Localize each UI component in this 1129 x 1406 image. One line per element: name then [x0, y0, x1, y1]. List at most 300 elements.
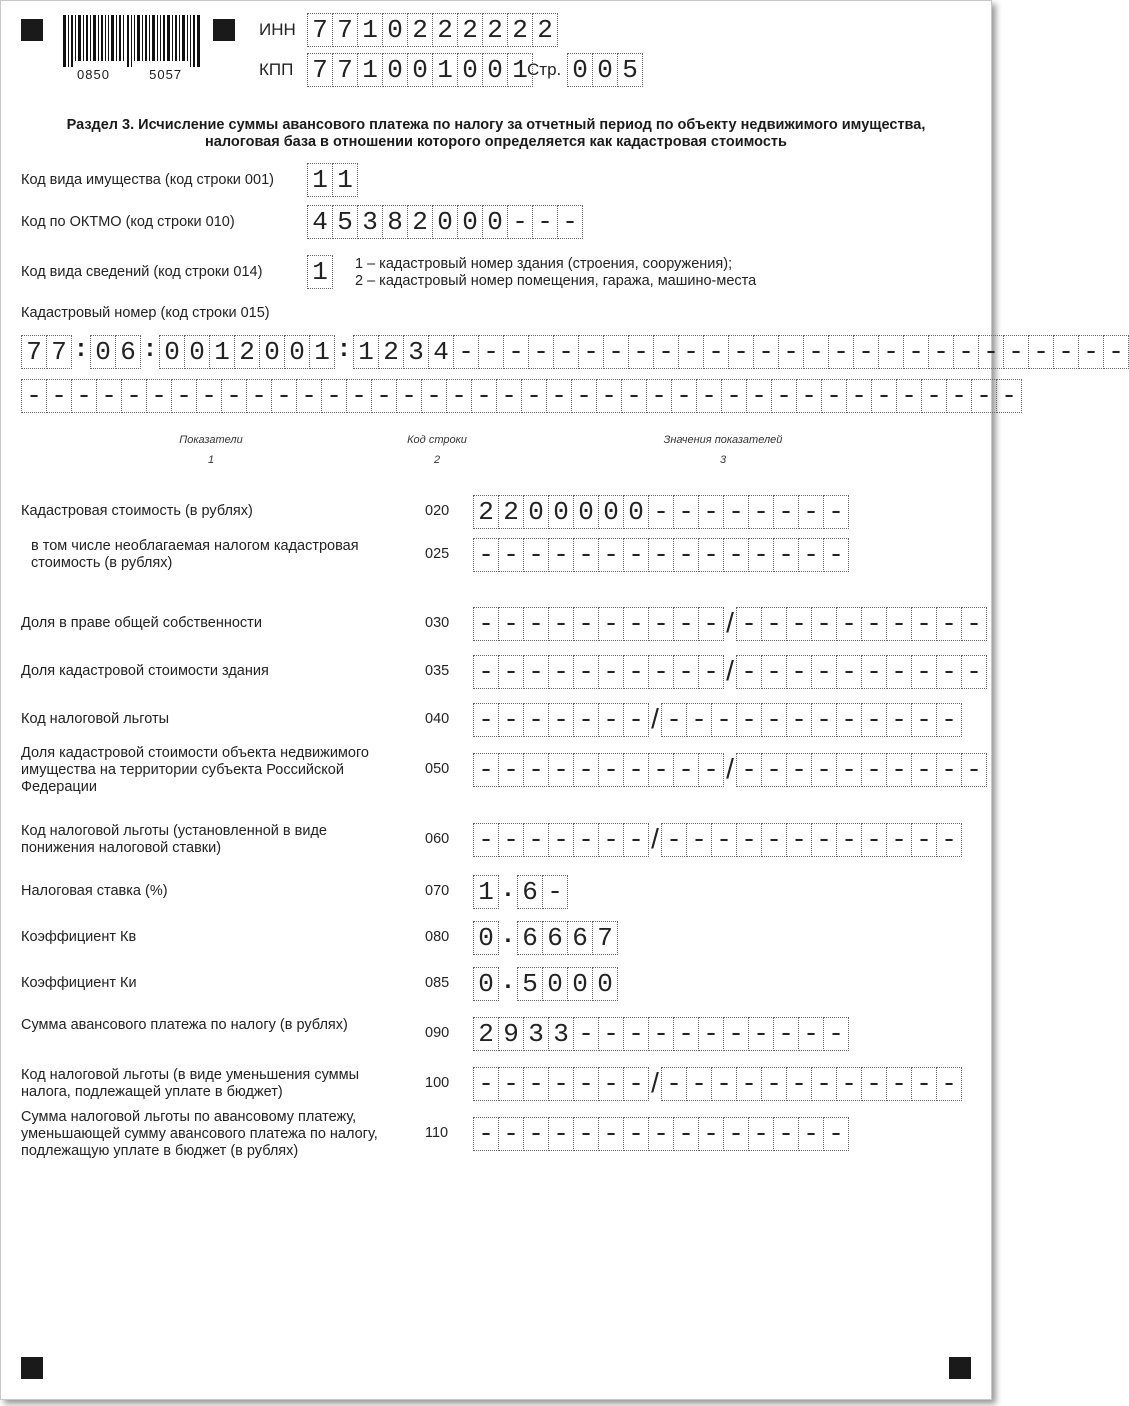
cadastral-number-cell[interactable]: 2: [235, 335, 260, 369]
kpp-field-cell[interactable]: 0: [458, 53, 483, 87]
row-040-cell[interactable]: -: [574, 703, 599, 737]
inn-field-cell[interactable]: 0: [383, 13, 408, 47]
row-060-cell[interactable]: -: [574, 823, 599, 857]
row-025-cell[interactable]: -: [724, 538, 749, 572]
oktmo-field-cell[interactable]: 0: [433, 205, 458, 239]
row-090-cell[interactable]: 2: [473, 1017, 499, 1051]
row-090-cell[interactable]: 9: [499, 1017, 524, 1051]
row-050-cell[interactable]: -: [862, 753, 887, 787]
row-060-cell[interactable]: -: [712, 823, 737, 857]
row-060-cell[interactable]: -: [937, 823, 962, 857]
cadastral-number-row-1[interactable]: [21, 335, 1129, 369]
row-050-cell[interactable]: -: [736, 753, 762, 787]
row-035-cell[interactable]: -: [736, 655, 762, 689]
row-070-cell[interactable]: 6: [517, 875, 543, 909]
row-040-cell[interactable]: -: [624, 703, 649, 737]
cadastral-number-row-2-cell[interactable]: -: [297, 379, 322, 413]
inn-field-cell[interactable]: 7: [333, 13, 358, 47]
row-100-cell[interactable]: -: [574, 1067, 599, 1101]
row-035-cell[interactable]: -: [962, 655, 987, 689]
row-110-cell[interactable]: -: [649, 1117, 674, 1151]
row-085-cell[interactable]: 5: [517, 967, 543, 1001]
cadastral-number-cell[interactable]: -: [1004, 335, 1029, 369]
cadastral-number-row-2-cell[interactable]: -: [522, 379, 547, 413]
cadastral-number-cell[interactable]: -: [1029, 335, 1054, 369]
row-050-cell[interactable]: -: [837, 753, 862, 787]
cadastral-number-row-2-cell[interactable]: -: [272, 379, 297, 413]
row-060-cell[interactable]: -: [499, 823, 524, 857]
cadastral-number-cell[interactable]: 0: [90, 335, 116, 369]
row-value-070[interactable]: [473, 875, 568, 909]
row-090-cell[interactable]: -: [724, 1017, 749, 1051]
row-035-cell[interactable]: -: [549, 655, 574, 689]
row-110-cell[interactable]: -: [499, 1117, 524, 1151]
row-100-cell[interactable]: -: [599, 1067, 624, 1101]
row-060-cell[interactable]: -: [737, 823, 762, 857]
cadastral-number-cell[interactable]: 0: [285, 335, 310, 369]
row-110-cell[interactable]: -: [699, 1117, 724, 1151]
row-020-cell[interactable]: -: [649, 495, 674, 529]
cadastral-number-row-2-cell[interactable]: -: [72, 379, 97, 413]
inn-field-cell[interactable]: 1: [358, 13, 383, 47]
row-040-cell[interactable]: -: [912, 703, 937, 737]
row-value-020[interactable]: [473, 495, 849, 529]
row-035-cell[interactable]: -: [473, 655, 499, 689]
row-035-cell[interactable]: -: [887, 655, 912, 689]
row-035-cell[interactable]: -: [937, 655, 962, 689]
row-value-040[interactable]: [473, 703, 962, 737]
kpp-field-cell[interactable]: 1: [508, 53, 533, 87]
row-030-cell[interactable]: -: [787, 607, 812, 641]
row-020-cell[interactable]: 2: [473, 495, 499, 529]
row-110-cell[interactable]: -: [624, 1117, 649, 1151]
cadastral-number-row-2-cell[interactable]: -: [747, 379, 772, 413]
row-090-cell[interactable]: -: [649, 1017, 674, 1051]
row-050-cell[interactable]: -: [599, 753, 624, 787]
row-040-cell[interactable]: -: [937, 703, 962, 737]
row-030-cell[interactable]: -: [549, 607, 574, 641]
cadastral-number-cell[interactable]: -: [579, 335, 604, 369]
row-110-cell[interactable]: -: [574, 1117, 599, 1151]
row-value-060[interactable]: [473, 823, 962, 857]
row-030-cell[interactable]: -: [887, 607, 912, 641]
kpp-field-cell[interactable]: 0: [408, 53, 433, 87]
row-060-cell[interactable]: -: [624, 823, 649, 857]
cadastral-number-cell[interactable]: -: [979, 335, 1004, 369]
row-030-cell[interactable]: -: [624, 607, 649, 641]
row-110-cell[interactable]: -: [599, 1117, 624, 1151]
row-025-cell[interactable]: -: [674, 538, 699, 572]
row-035-cell[interactable]: -: [674, 655, 699, 689]
cadastral-number-cell[interactable]: -: [954, 335, 979, 369]
cadastral-number-row-2-cell[interactable]: -: [372, 379, 397, 413]
row-035-cell[interactable]: -: [574, 655, 599, 689]
row-110-cell[interactable]: -: [749, 1117, 774, 1151]
cadastral-number-cell[interactable]: 7: [21, 335, 47, 369]
cadastral-number-cell[interactable]: -: [904, 335, 929, 369]
row-100-cell[interactable]: -: [549, 1067, 574, 1101]
cadastral-number-row-2-cell[interactable]: -: [197, 379, 222, 413]
row-060-cell[interactable]: -: [549, 823, 574, 857]
row-100-cell[interactable]: -: [762, 1067, 787, 1101]
row-080-cell[interactable]: 0: [473, 921, 499, 955]
row-090-cell[interactable]: -: [599, 1017, 624, 1051]
row-020-cell[interactable]: -: [824, 495, 849, 529]
cadastral-number-cell[interactable]: -: [879, 335, 904, 369]
cadastral-number-row-2[interactable]: [21, 379, 1022, 413]
row-035-cell[interactable]: -: [912, 655, 937, 689]
row-value-050[interactable]: [473, 753, 987, 787]
row-110-cell[interactable]: -: [674, 1117, 699, 1151]
cadastral-number-row-2-cell[interactable]: -: [597, 379, 622, 413]
oktmo-field-cell[interactable]: 5: [333, 205, 358, 239]
row-050-cell[interactable]: -: [787, 753, 812, 787]
row-035-cell[interactable]: -: [699, 655, 724, 689]
oktmo-field-cell[interactable]: 0: [458, 205, 483, 239]
row-035-cell[interactable]: -: [837, 655, 862, 689]
row-040-cell[interactable]: -: [837, 703, 862, 737]
cadastral-number-cell[interactable]: -: [479, 335, 504, 369]
row-110-cell[interactable]: -: [799, 1117, 824, 1151]
oktmo-field[interactable]: [307, 205, 583, 239]
kpp-field[interactable]: [307, 53, 533, 87]
cadastral-number-row-2-cell[interactable]: -: [947, 379, 972, 413]
row-050-cell[interactable]: -: [549, 753, 574, 787]
row-value-110[interactable]: [473, 1117, 849, 1151]
cadastral-number-cell[interactable]: -: [704, 335, 729, 369]
row-060-cell[interactable]: -: [661, 823, 687, 857]
inn-field-cell[interactable]: 2: [458, 13, 483, 47]
row-020-cell[interactable]: 2: [499, 495, 524, 529]
row-025-cell[interactable]: -: [699, 538, 724, 572]
info-type-field[interactable]: [307, 255, 333, 289]
row-050-cell[interactable]: -: [887, 753, 912, 787]
cadastral-number-cell[interactable]: -: [629, 335, 654, 369]
row-085-cell[interactable]: 0: [543, 967, 568, 1001]
row-020-cell[interactable]: -: [724, 495, 749, 529]
row-035-cell[interactable]: -: [812, 655, 837, 689]
row-020-cell[interactable]: 0: [624, 495, 649, 529]
oktmo-field-cell[interactable]: -: [533, 205, 558, 239]
row-090-cell[interactable]: 3: [549, 1017, 574, 1051]
cadastral-number-cell[interactable]: 0: [185, 335, 210, 369]
cadastral-number-row-2-cell[interactable]: -: [172, 379, 197, 413]
row-040-cell[interactable]: -: [887, 703, 912, 737]
cadastral-number-row-2-cell[interactable]: -: [397, 379, 422, 413]
oktmo-field-cell[interactable]: 3: [358, 205, 383, 239]
row-100-cell[interactable]: -: [812, 1067, 837, 1101]
row-025-cell[interactable]: -: [649, 538, 674, 572]
row-025-cell[interactable]: -: [499, 538, 524, 572]
row-050-cell[interactable]: -: [937, 753, 962, 787]
cadastral-number-row-2-cell[interactable]: -: [322, 379, 347, 413]
row-025-cell[interactable]: -: [749, 538, 774, 572]
cadastral-number-row-2-cell[interactable]: -: [697, 379, 722, 413]
row-020-cell[interactable]: 0: [549, 495, 574, 529]
row-025-cell[interactable]: -: [574, 538, 599, 572]
kpp-field-cell[interactable]: 7: [333, 53, 358, 87]
cadastral-number-row-2-cell[interactable]: -: [497, 379, 522, 413]
cadastral-number-cell[interactable]: 1: [210, 335, 235, 369]
row-100-cell[interactable]: -: [837, 1067, 862, 1101]
row-050-cell[interactable]: -: [912, 753, 937, 787]
row-100-cell[interactable]: -: [887, 1067, 912, 1101]
row-110-cell[interactable]: -: [774, 1117, 799, 1151]
cadastral-number-row-2-cell[interactable]: -: [822, 379, 847, 413]
cadastral-number-row-2-cell[interactable]: -: [222, 379, 247, 413]
row-060-cell[interactable]: -: [599, 823, 624, 857]
inn-field-cell[interactable]: 2: [483, 13, 508, 47]
row-value-035[interactable]: [473, 655, 987, 689]
oktmo-field-cell[interactable]: 2: [408, 205, 433, 239]
cadastral-number-cell[interactable]: 1: [310, 335, 335, 369]
inn-field-cell[interactable]: 7: [307, 13, 333, 47]
cadastral-number-cell[interactable]: 3: [404, 335, 429, 369]
row-070-cell[interactable]: -: [543, 875, 568, 909]
row-020-cell[interactable]: -: [674, 495, 699, 529]
cadastral-number-cell[interactable]: -: [1079, 335, 1104, 369]
cadastral-number-cell[interactable]: -: [929, 335, 954, 369]
row-100-cell[interactable]: -: [524, 1067, 549, 1101]
row-050-cell[interactable]: -: [962, 753, 987, 787]
row-040-cell[interactable]: -: [524, 703, 549, 737]
row-100-cell[interactable]: -: [624, 1067, 649, 1101]
cadastral-number-row-2-cell[interactable]: -: [797, 379, 822, 413]
oktmo-field-cell[interactable]: 8: [383, 205, 408, 239]
cadastral-number-cell[interactable]: -: [454, 335, 479, 369]
cadastral-number-cell[interactable]: -: [604, 335, 629, 369]
row-060-cell[interactable]: -: [787, 823, 812, 857]
row-070-cell[interactable]: 1: [473, 875, 499, 909]
row-030-cell[interactable]: -: [912, 607, 937, 641]
cadastral-number-row-2-cell[interactable]: -: [972, 379, 997, 413]
row-030-cell[interactable]: -: [837, 607, 862, 641]
cadastral-number-row-2-cell[interactable]: -: [647, 379, 672, 413]
row-value-030[interactable]: [473, 607, 987, 641]
row-090-cell[interactable]: 3: [524, 1017, 549, 1051]
cadastral-number-cell[interactable]: 7: [47, 335, 72, 369]
row-050-cell[interactable]: -: [499, 753, 524, 787]
row-035-cell[interactable]: -: [649, 655, 674, 689]
cadastral-number-row-2-cell[interactable]: -: [147, 379, 172, 413]
cadastral-number-row-2-cell[interactable]: -: [872, 379, 897, 413]
row-090-cell[interactable]: -: [774, 1017, 799, 1051]
row-025-cell[interactable]: -: [824, 538, 849, 572]
cadastral-number-cell[interactable]: 4: [429, 335, 454, 369]
row-040-cell[interactable]: -: [687, 703, 712, 737]
kpp-field-cell[interactable]: 0: [483, 53, 508, 87]
row-value-080[interactable]: [473, 921, 618, 955]
property-code-field-cell[interactable]: 1: [333, 163, 358, 197]
cadastral-number-cell[interactable]: -: [804, 335, 829, 369]
property-code-field-cell[interactable]: 1: [307, 163, 333, 197]
row-025-cell[interactable]: -: [799, 538, 824, 572]
row-080-cell[interactable]: 6: [517, 921, 543, 955]
row-110-cell[interactable]: -: [524, 1117, 549, 1151]
row-110-cell[interactable]: -: [473, 1117, 499, 1151]
row-090-cell[interactable]: -: [749, 1017, 774, 1051]
row-100-cell[interactable]: -: [737, 1067, 762, 1101]
row-060-cell[interactable]: -: [812, 823, 837, 857]
row-050-cell[interactable]: -: [812, 753, 837, 787]
row-085-cell[interactable]: 0: [593, 967, 618, 1001]
row-020-cell[interactable]: -: [749, 495, 774, 529]
cadastral-number-row-2-cell[interactable]: -: [422, 379, 447, 413]
row-100-cell[interactable]: -: [862, 1067, 887, 1101]
kpp-field-cell[interactable]: 1: [433, 53, 458, 87]
cadastral-number-row-2-cell[interactable]: -: [97, 379, 122, 413]
row-085-cell[interactable]: 0: [473, 967, 499, 1001]
row-040-cell[interactable]: -: [762, 703, 787, 737]
row-100-cell[interactable]: -: [687, 1067, 712, 1101]
cadastral-number-row-2-cell[interactable]: -: [547, 379, 572, 413]
row-100-cell[interactable]: -: [787, 1067, 812, 1101]
row-060-cell[interactable]: -: [687, 823, 712, 857]
row-085-cell[interactable]: 0: [568, 967, 593, 1001]
row-050-cell[interactable]: -: [473, 753, 499, 787]
row-value-085[interactable]: [473, 967, 618, 1001]
row-020-cell[interactable]: -: [799, 495, 824, 529]
row-040-cell[interactable]: -: [787, 703, 812, 737]
cadastral-number-row-2-cell[interactable]: -: [472, 379, 497, 413]
cadastral-number-row-2-cell[interactable]: -: [922, 379, 947, 413]
inn-field-cell[interactable]: 2: [508, 13, 533, 47]
row-030-cell[interactable]: -: [524, 607, 549, 641]
row-060-cell[interactable]: -: [524, 823, 549, 857]
kpp-field-cell[interactable]: 0: [383, 53, 408, 87]
row-050-cell[interactable]: -: [624, 753, 649, 787]
row-040-cell[interactable]: -: [473, 703, 499, 737]
cadastral-number-row-2-cell[interactable]: -: [997, 379, 1022, 413]
row-080-cell[interactable]: 6: [568, 921, 593, 955]
row-040-cell[interactable]: -: [712, 703, 737, 737]
row-030-cell[interactable]: -: [599, 607, 624, 641]
cadastral-number-row-2-cell[interactable]: -: [347, 379, 372, 413]
row-040-cell[interactable]: -: [661, 703, 687, 737]
row-025-cell[interactable]: -: [624, 538, 649, 572]
row-090-cell[interactable]: -: [574, 1017, 599, 1051]
cadastral-number-row-2-cell[interactable]: -: [247, 379, 272, 413]
row-value-025[interactable]: [473, 538, 849, 572]
inn-field-cell[interactable]: 2: [408, 13, 433, 47]
cadastral-number-cell[interactable]: -: [554, 335, 579, 369]
oktmo-field-cell[interactable]: 0: [483, 205, 508, 239]
row-040-cell[interactable]: -: [737, 703, 762, 737]
cadastral-number-row-2-cell[interactable]: -: [447, 379, 472, 413]
row-050-cell[interactable]: -: [699, 753, 724, 787]
row-030-cell[interactable]: -: [812, 607, 837, 641]
cadastral-number-row-2-cell[interactable]: -: [672, 379, 697, 413]
cadastral-number-cell[interactable]: 2: [379, 335, 404, 369]
row-020-cell[interactable]: -: [774, 495, 799, 529]
row-035-cell[interactable]: -: [624, 655, 649, 689]
row-050-cell[interactable]: -: [524, 753, 549, 787]
kpp-field-cell[interactable]: 7: [307, 53, 333, 87]
oktmo-field-cell[interactable]: 4: [307, 205, 333, 239]
row-030-cell[interactable]: -: [674, 607, 699, 641]
cadastral-number-row-2-cell[interactable]: -: [897, 379, 922, 413]
row-090-cell[interactable]: -: [799, 1017, 824, 1051]
row-100-cell[interactable]: -: [937, 1067, 962, 1101]
row-030-cell[interactable]: -: [574, 607, 599, 641]
cadastral-number-row-2-cell[interactable]: -: [722, 379, 747, 413]
cadastral-number-cell[interactable]: -: [679, 335, 704, 369]
row-080-cell[interactable]: 6: [543, 921, 568, 955]
property-code-field[interactable]: [307, 163, 358, 197]
cadastral-number-cell[interactable]: -: [504, 335, 529, 369]
row-050-cell[interactable]: -: [674, 753, 699, 787]
row-060-cell[interactable]: -: [912, 823, 937, 857]
cadastral-number-cell[interactable]: -: [779, 335, 804, 369]
row-035-cell[interactable]: -: [787, 655, 812, 689]
row-020-cell[interactable]: -: [699, 495, 724, 529]
row-035-cell[interactable]: -: [599, 655, 624, 689]
row-050-cell[interactable]: -: [649, 753, 674, 787]
row-030-cell[interactable]: -: [937, 607, 962, 641]
cadastral-number-cell[interactable]: -: [1054, 335, 1079, 369]
cadastral-number-row-2-cell[interactable]: -: [21, 379, 47, 413]
cadastral-number-cell[interactable]: -: [654, 335, 679, 369]
row-020-cell[interactable]: 0: [524, 495, 549, 529]
row-035-cell[interactable]: -: [499, 655, 524, 689]
row-110-cell[interactable]: -: [549, 1117, 574, 1151]
inn-field-cell[interactable]: 2: [433, 13, 458, 47]
row-030-cell[interactable]: -: [499, 607, 524, 641]
row-025-cell[interactable]: -: [599, 538, 624, 572]
row-025-cell[interactable]: -: [473, 538, 499, 572]
row-025-cell[interactable]: -: [774, 538, 799, 572]
cadastral-number-cell[interactable]: 1: [353, 335, 379, 369]
row-030-cell[interactable]: -: [762, 607, 787, 641]
page-number-field-cell[interactable]: 5: [618, 53, 643, 87]
row-060-cell[interactable]: -: [762, 823, 787, 857]
row-030-cell[interactable]: -: [649, 607, 674, 641]
row-100-cell[interactable]: -: [661, 1067, 687, 1101]
row-060-cell[interactable]: -: [473, 823, 499, 857]
row-050-cell[interactable]: -: [574, 753, 599, 787]
cadastral-number-row-2-cell[interactable]: -: [122, 379, 147, 413]
row-090-cell[interactable]: -: [624, 1017, 649, 1051]
row-060-cell[interactable]: -: [837, 823, 862, 857]
row-030-cell[interactable]: -: [699, 607, 724, 641]
row-050-cell[interactable]: -: [762, 753, 787, 787]
row-025-cell[interactable]: -: [549, 538, 574, 572]
row-value-090[interactable]: [473, 1017, 849, 1051]
cadastral-number-cell[interactable]: 0: [159, 335, 185, 369]
row-040-cell[interactable]: -: [499, 703, 524, 737]
oktmo-field-cell[interactable]: -: [558, 205, 583, 239]
row-040-cell[interactable]: -: [549, 703, 574, 737]
row-value-100[interactable]: [473, 1067, 962, 1101]
row-040-cell[interactable]: -: [812, 703, 837, 737]
cadastral-number-cell[interactable]: -: [829, 335, 854, 369]
page-number-field-cell[interactable]: 0: [593, 53, 618, 87]
page-number-field[interactable]: [567, 53, 643, 87]
row-020-cell[interactable]: 0: [574, 495, 599, 529]
row-090-cell[interactable]: -: [824, 1017, 849, 1051]
row-110-cell[interactable]: -: [724, 1117, 749, 1151]
row-030-cell[interactable]: -: [736, 607, 762, 641]
cadastral-number-cell[interactable]: -: [529, 335, 554, 369]
row-090-cell[interactable]: -: [674, 1017, 699, 1051]
row-040-cell[interactable]: -: [599, 703, 624, 737]
kpp-field-cell[interactable]: 1: [358, 53, 383, 87]
row-035-cell[interactable]: -: [862, 655, 887, 689]
row-040-cell[interactable]: -: [862, 703, 887, 737]
row-100-cell[interactable]: -: [712, 1067, 737, 1101]
row-080-cell[interactable]: 7: [593, 921, 618, 955]
row-035-cell[interactable]: -: [762, 655, 787, 689]
